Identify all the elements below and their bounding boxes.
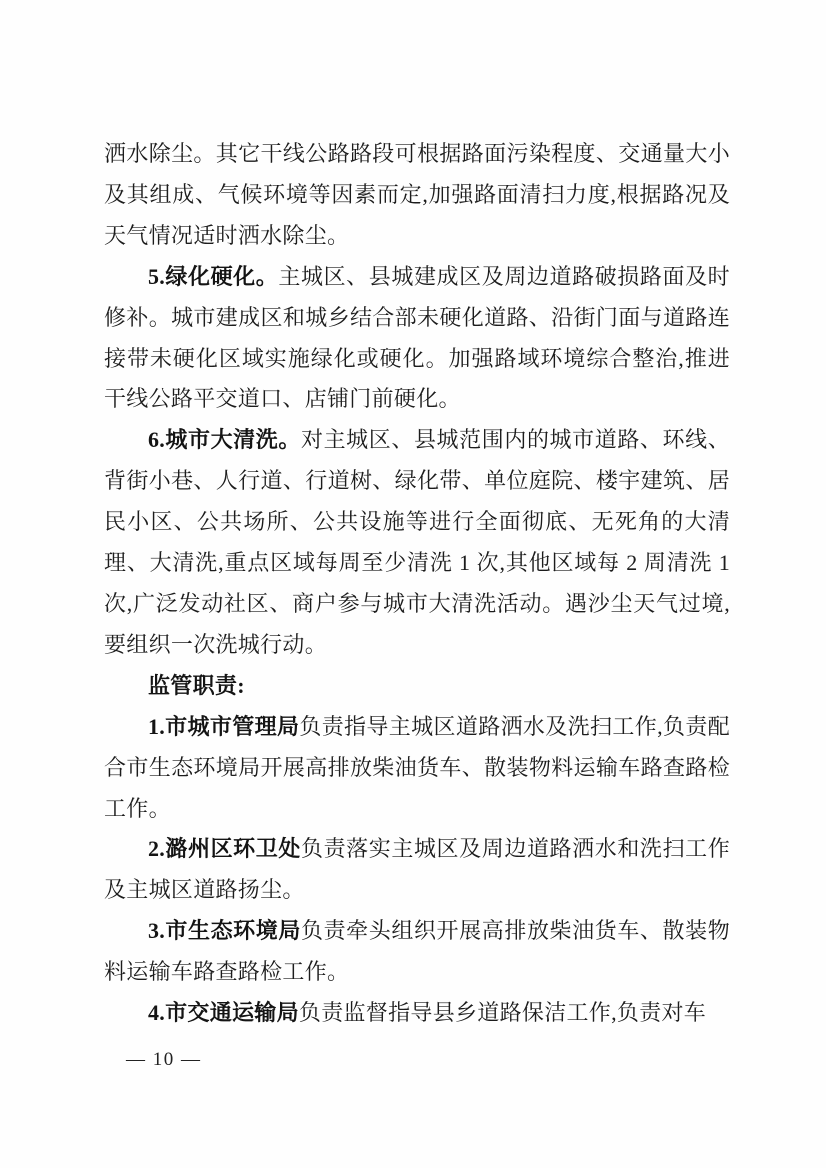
text-run: 负责牵头组织开展高排放柴油货车、散装物料运输车路查路检工作。 (104, 918, 731, 985)
emphasis-run: 监管职责: (148, 672, 245, 698)
paragraph (104, 707, 730, 830)
paragraph (104, 911, 730, 993)
emphasis-run: 5.绿化硬化。 (148, 263, 279, 289)
emphasis-run: 3.市生态环境局 (148, 918, 301, 944)
text-run: 负责指导主城区道路洒水及洗扫工作,负责配合市生态环境局开展高排放柴油货车、散装物料运输车路查路检工作。 (104, 713, 730, 821)
paragraph (104, 666, 730, 707)
paragraph (104, 257, 730, 421)
paragraph (104, 993, 730, 1034)
paragraph (104, 134, 730, 257)
paragraph (104, 420, 730, 665)
page-number: — 10 — (126, 1049, 202, 1070)
text-run: 洒水除尘。其它干线公路路段可根据路面污染程度、交通量大小及其组成、气候环境等因素而定,加强路面清扫力度,根据路况及天气情况适时洒水除尘。 (104, 141, 730, 248)
paragraph (104, 829, 730, 911)
text-run: 负责监督指导县乡道路保洁工作,负责对车 (298, 1000, 707, 1026)
emphasis-run: 4.市交通运输局 (148, 1000, 299, 1026)
document-body (104, 134, 730, 1034)
text-run: 主城区、县城建成区及周边道路破损路面及时修补。城市建成区和城乡结合部未硬化道路、沿街门面与道路连接带未硬化区域实施绿化或硬化。加强路域环境综合整治,推进干线公路平交道口、店铺门前硬化。 (104, 263, 730, 412)
text-run: 负责落实主城区及周边道路洒水和洗扫工作及主城区道路扬尘。 (104, 836, 731, 903)
emphasis-run: 6.城市大清洗。 (148, 427, 301, 453)
emphasis-run: 2.潞州区环卫处 (148, 836, 301, 862)
emphasis-run: 1.市城市管理局 (148, 713, 300, 739)
text-run: 对主城区、县城范围内的城市道路、环线、背街小巷、人行道、行道树、绿化带、单位庭院、楼宇建筑、居民小区、公共场所、公共设施等进行全面彻底、无死角的大清理、大清洗,重点区域每周至少清洗 1 次,其他区域每 2 周清洗 1 次,广泛发动社区、商户参与城市大清洗活动。遇沙尘天气过境,要组织一次洗城行动。 (104, 427, 731, 657)
